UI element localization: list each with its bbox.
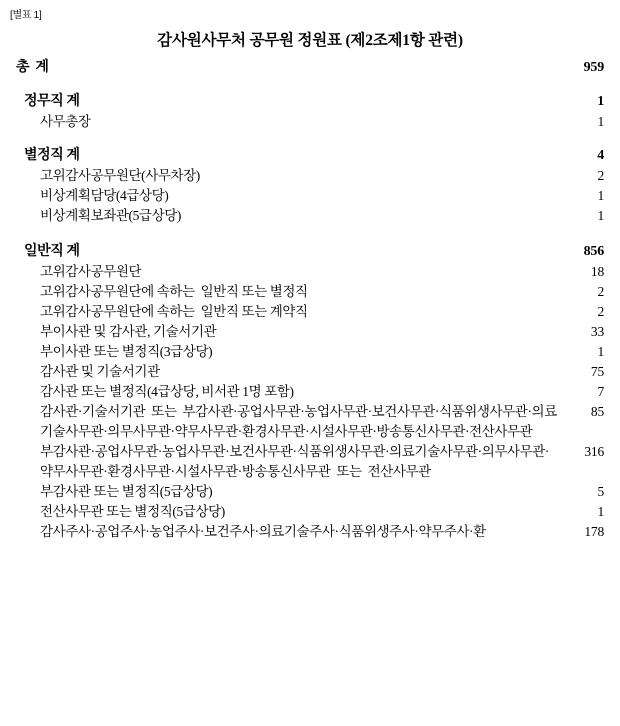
table-row [0, 302, 620, 322]
row-value: 1 [597, 114, 604, 129]
row-value: 4 [597, 148, 604, 163]
row-label: 별정직 계 [24, 148, 80, 163]
row-label: 감사관 및 기술서기관 [40, 364, 160, 379]
row-value: 7 [597, 384, 604, 399]
table-row [0, 186, 620, 206]
row-value: 856 [583, 244, 604, 259]
table-row [0, 502, 620, 522]
row-value: 33 [590, 324, 604, 339]
row-value: 2 [597, 304, 604, 319]
table-row [0, 146, 620, 166]
row-label: 감사주사·공업주사·농업주사·보건주사·의료기술주사·식품위생주사·약무주사·환 [40, 524, 486, 539]
row-label: 부감사관 또는 별정직(5급상당) [40, 484, 213, 499]
row-label: 사무총장 [40, 114, 91, 129]
row-value: 2 [597, 284, 604, 299]
table-row [0, 482, 620, 502]
row-value: 178 [584, 524, 604, 539]
row-value: 1 [597, 208, 604, 223]
row-label: 총 계 [16, 60, 49, 75]
row-label: 감사관·기술서기관 또는 부감사관·공업사무관·농업사무관·보건사무관·식품위생사무관·의료기술사무관·의무사무관·약무사무관·환경사무관·시설사무관·방송통신사무관·전산사무관 [40, 404, 557, 439]
row-label: 부이사관 또는 별정직(3급상당) [40, 344, 213, 359]
row-value: 1 [597, 344, 604, 359]
row-label: 부감사관·공업사무관·농업사무관·보건사무관·식품위생사무관·의료기술사무관·의무사무관·약무사무관·환경사무관·시설사무관·방송통신사무관 또는 전산사무관 [40, 444, 550, 479]
row-label: 비상계획보좌관(5급상당) [40, 208, 181, 223]
table-row [0, 166, 620, 186]
page-title: 감사원사무처 공무원 정원표 (제2조제1항 관련) [157, 32, 463, 49]
table-row [0, 362, 620, 382]
row-label: 부이사관 및 감사관, 기술서기관 [40, 324, 217, 339]
row-value: 1 [597, 504, 604, 519]
row-value: 75 [590, 364, 604, 379]
table-row [0, 342, 620, 362]
row-value: 2 [597, 168, 604, 183]
table-row [0, 282, 620, 302]
table-row [0, 206, 620, 226]
table-tag: [별표 1] [10, 10, 42, 21]
row-value: 5 [597, 484, 604, 499]
table-row [0, 58, 620, 78]
row-label: 고위감사공무원단에 속하는 일반직 또는 계약직 [40, 304, 308, 319]
row-label: 정무직 계 [24, 94, 80, 109]
row-value: 1 [597, 94, 604, 109]
table-row [0, 112, 620, 132]
table-row [0, 322, 620, 342]
row-label: 고위감사공무원단에 속하는 일반직 또는 별정직 [40, 284, 308, 299]
row-label: 고위감사공무원단 [40, 264, 142, 279]
personnel-quota-table [0, 58, 620, 542]
table-row [0, 402, 620, 442]
row-value: 85 [590, 404, 604, 419]
row-label: 감사관 또는 별정직(4급상당, 비서관 1명 포함) [40, 384, 294, 399]
row-label: 고위감사공무원단(사무차장) [40, 168, 200, 183]
table-row [0, 442, 620, 482]
row-value: 18 [590, 264, 604, 279]
table-row [0, 522, 620, 542]
row-spacer [0, 78, 620, 92]
row-value: 1 [597, 188, 604, 203]
table-row [0, 382, 620, 402]
table-row [0, 242, 620, 262]
row-value: 959 [583, 60, 604, 75]
table-row [0, 92, 620, 112]
row-label: 일반직 계 [24, 244, 80, 259]
row-label: 비상계획담당(4급상당) [40, 188, 169, 203]
row-spacer [0, 226, 620, 242]
table-row [0, 262, 620, 282]
row-spacer [0, 132, 620, 146]
row-value: 316 [584, 444, 604, 459]
row-label: 전산사무관 또는 별정직(5급상당) [40, 504, 225, 519]
